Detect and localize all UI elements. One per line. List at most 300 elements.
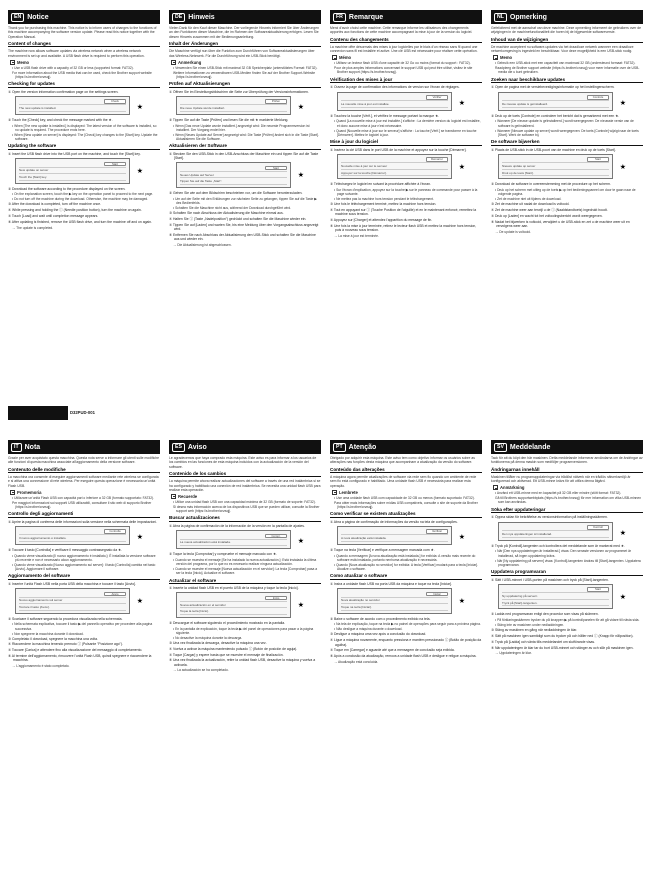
step-text: ① Abra a página de confirmação de informações da versão na tela de configurações.	[330, 519, 458, 524]
bullet-text: Si desea más información acerca de los dispositivos USB que se pueden utilizar, consulte la Brother support web (https://s.brother/cnzsqj).	[173, 504, 320, 514]
screen-illustration	[337, 92, 465, 111]
bullet-text: • When [New update on server] is displayed: The [Check] key changes to the [Start] key. Update the software.	[12, 132, 158, 142]
bullet-text: → Uppdateringen är klar.	[495, 651, 532, 656]
bullet-text: • Stäng inte av maskinen under nedladdningen.	[495, 623, 565, 628]
star-marker-icon: ★	[297, 601, 304, 610]
bullet-text: • Quando a mensagem [A nova atualização está instalada.] for exibida: A versão mais recente do software está instalada, portanto nenhuma atualização é necessária.	[334, 553, 476, 562]
bullet-text: • Wanneer [Nieuwe update op server] wordt weergegeven: De toets [Controle] wijzigt naar de toets [Start]. Werk de software bij.	[495, 128, 639, 137]
bullet-text: • Na tela de explicação, toque na tecla ▶ no painel de operações para seguir para a próxima página.	[334, 622, 481, 627]
memo-label: Anmärkning	[500, 485, 525, 491]
step-text: ⑤ Tryck på [Ladda] och vänta tills meddelandet om slutförande visas.	[491, 639, 596, 644]
bullet-text: → L'aggiornamento è stato completato.	[12, 664, 70, 669]
bullet-text: • Do not turn off the machine during the download. Otherwise, the machine may be damaged.	[12, 197, 149, 202]
section-title: Meddelande	[509, 443, 551, 451]
star-marker-icon: ★	[136, 597, 143, 606]
screen-message: Neues Update auf Server	[180, 172, 214, 177]
memo-icon	[493, 485, 498, 490]
section-header	[8, 440, 160, 454]
screen-key-button: Start	[587, 587, 609, 592]
screen-row	[341, 535, 448, 542]
screen-message: A nova atualização está instalada.	[341, 536, 387, 541]
bullet-text: Per maggiori informazioni sui supporti USB utilizzabili, consultare il sito web di supporto Brother (https://s.brother/cnzsqj).	[12, 500, 152, 509]
bullet-text: • Wenn [Neues Update auf Server] angezeigt wird: Die Taste [Prüfen] ändert sich in die Taste [Start]. Aktualisieren Sie die Software.	[173, 132, 319, 142]
subsection-heading: Como verificar se existem atualizações	[330, 511, 482, 518]
section-title: Atenção	[348, 443, 377, 451]
star-marker-icon: ★	[136, 167, 143, 176]
section-header	[330, 440, 482, 454]
step-text: ② Druk op de toets [Controle] en controleer het bericht dat is gemarkeerd met een ★.	[491, 113, 620, 118]
step-text: ② Téléchargez le logiciel en suivant la procédure affichée à l'écran.	[330, 182, 432, 187]
screen-message: The new update is installed.	[19, 106, 57, 111]
bullet-text: • En la pantalla de explicación, toque la tecla ▶ del panel de operaciones para pasar a la página siguiente.	[173, 626, 314, 635]
subsection-heading: Prüfen auf Aktualisierungen	[169, 81, 321, 88]
screen-message: Die neue Update wurde installiert.	[180, 106, 226, 111]
memo-label: Promemoria	[17, 489, 42, 495]
star-marker-icon: ★	[297, 102, 304, 111]
step-text: ① Insira a unidade flash USB na porta USB da máquina e toque na tecla [Iniciar].	[330, 581, 452, 586]
screen-message: Appuyez sur la touche [Démarrer].	[341, 170, 387, 175]
step-text: ② Touch the [Check] key, and check the message marked with the ★.	[8, 117, 113, 122]
memo-icon	[332, 490, 337, 495]
bullet-text: • Använd ett USB-minne med en kapacitet på 32 GB eller mindre (stött format: FAT32).	[495, 491, 622, 496]
memo-icon	[10, 60, 15, 65]
memo-icon	[171, 60, 176, 65]
screen-key-button: Check	[104, 99, 126, 104]
screen-key-button: Compr.	[265, 534, 287, 539]
screen-message: Ny uppdatering på servern	[502, 594, 538, 599]
step-text: ⑤ Druk op [Laden] en wacht tot het voltooiingsbericht wordt weergegeven.	[491, 213, 603, 218]
subsection-heading: Aggiornamento del software	[8, 573, 160, 580]
subsection-heading: Contenuto delle modifiche	[8, 467, 160, 474]
screen-key-button: Controle	[587, 95, 609, 100]
bullet-text: • Sur l'écran d'explication, appuyez sur la touche ▶ sur le panneau de commande pour passer à la page suivante.	[334, 188, 478, 197]
step-text: ① Plaats de USB-stick in de USB-poort van de machine en druk op de toets [Start].	[491, 147, 616, 152]
screen-message: Den nya uppdateringen är installerad.	[502, 531, 553, 536]
language-code-badge: NL	[494, 13, 507, 22]
step-text: ⑤ Toque [Cargar] y espere hasta que se muestre el mensaje de finalización.	[169, 652, 284, 657]
section-title: Opmerking	[509, 13, 547, 21]
subsection-heading: Controllo degli aggiornamenti	[8, 511, 160, 518]
screen-row	[341, 101, 448, 108]
paragraph: De machine accepteert nu software-updates via het draadloze netwerk wanneer een draadloze netwerkomgeving is ingesteld en beschikbaar. Voor deze mogelijkheid is een USB-stick nodig.	[491, 45, 634, 54]
step-text: ④ Tout en appuyant sur ⓘ (Touche Position de l'aiguille) et en le maintenant enfoncé, remettez la machine sous tension.	[330, 208, 477, 217]
bullet-text: • On the explanation screen, touch the ▶ key on the operation panel to proceed to the next page.	[12, 192, 154, 197]
step-text: ④ Ligue a máquina novamente, enquanto pressiona e mantém pressionado ⓘ (Botão de posição da agulha).	[330, 638, 482, 647]
memo-heading	[171, 494, 321, 499]
language-code-badge: SV	[494, 443, 507, 452]
bullet-text: • Cuando se muestre el mensaje [Nueva actualización en el servidor]: La tecla [Comprobar] pasa a ser la tecla [Inicio]. Actualice el software.	[173, 567, 318, 576]
section-header	[169, 440, 321, 454]
bullet-text: → The update is completed.	[12, 225, 54, 230]
bullet-text: For more information about the USB media that can be used, check the Brother support website (https://s.brother/cnzsqj).	[12, 70, 152, 79]
memo-label: Memo	[500, 55, 513, 61]
language-code-badge: ES	[172, 443, 185, 452]
subsection-heading: Contenu des changements	[330, 37, 482, 44]
memo-heading	[171, 60, 321, 65]
bullet-text: • When [The new update is installed.] is displayed: The latest version of the software is installed, so no update is required. The procedure ends here.	[12, 123, 157, 132]
subsection-heading: Inhoud van de wijzigingen	[491, 37, 643, 44]
screen-message: Tippen Sie auf die Taste „Start".	[180, 179, 223, 184]
step-text: ⑥ After updating is finished, remove the USB flash drive, and turn the machine off and on again.	[8, 219, 152, 224]
step-text: ⑤ Toque em [Carregar] e aguarde até que a mensagem de conclusão seja exibida.	[330, 648, 455, 653]
section-header	[491, 440, 643, 454]
step-text: ⑥ Una vez finalizada la actualización, retire la unidad flash USB, desactive la máquina y vuelva a activarla.	[169, 658, 316, 667]
subsection-heading: Ändringarnas innehåll	[491, 467, 643, 474]
language-column-sv	[491, 440, 643, 876]
subsection-heading: Vérification des mises à jour	[330, 77, 482, 84]
screen-key-button: Iniciar	[426, 592, 448, 597]
screen-message: Touch the [Start] key.	[19, 174, 47, 179]
bullet-text: • Wanneer [De nieuwe update is geïnstalleerd.] wordt weergegeven: De nieuwste versie van de software is geïnstalleerd.	[495, 119, 634, 128]
screen-illustration	[498, 92, 626, 111]
intro-text: Le agradecemos que haya comprado esta máquina. Este aviso es para informar a los usuarios de los cambios en las funciones de esta máquina incluidos con la actualización de la versión del software.	[169, 456, 317, 469]
star-marker-icon: ★	[619, 592, 626, 601]
screen-key-button: Démarrer	[426, 157, 448, 162]
step-text: ② Gehen Sie wie auf dem Bildschirm beschrieben vor, um die Software herunterzuladen.	[169, 190, 303, 195]
intro-text: Tack för att du köpt den här maskinen. Detta meddelande informerar användarna om de ändringar av funktionerna på denna maskin som medföljer programversionen.	[491, 456, 643, 465]
step-text: ① Öppna sidan för bekräftelse av versionsinformation på inställningsskärmen.	[491, 515, 608, 520]
section-title: Notice	[27, 13, 49, 21]
bullet-text: • Utilizzare un'unità Flash USB con capacità pari o inferiore a 32 GB (formato supportato: FAT32).	[12, 495, 155, 500]
step-text: ⑤ Appuyez sur [Charger] et attendez l'apparition du message de fin.	[330, 218, 433, 223]
memo-heading	[493, 55, 643, 60]
bullet-text: → Atualização está concluída.	[334, 659, 379, 664]
language-column-fr	[330, 10, 482, 410]
section-header	[330, 10, 482, 24]
screen-message: New update on server	[19, 168, 49, 173]
subsection-heading: Contenido de los cambios	[169, 471, 321, 478]
language-code-badge: DE	[172, 13, 185, 22]
bottom-half	[0, 440, 646, 876]
model-code-bar	[8, 406, 68, 420]
step-text: ① Ouvrez la page de confirmation des informations de version sur l'écran de réglages.	[330, 85, 460, 90]
language-column-nl	[491, 10, 643, 410]
star-marker-icon: ★	[619, 98, 626, 107]
step-text: ② Download the software according to the procedure displayed on the screen.	[8, 186, 126, 191]
top-half	[0, 10, 646, 410]
section-header	[491, 10, 643, 24]
screen-illustration	[176, 96, 304, 115]
step-text: ① Open de pagina met de versiebevestigingsinformatie op het instellingenscherm.	[491, 85, 615, 90]
paragraph: La máquina permite ahora realizar actualizaciones del software a través de una red inalámbrica si se ha configurado y habilitado una conexión de red inalámbrica. Se necesita una unidad flash USB para realizar esta operación.	[169, 479, 321, 493]
step-text: ④ Zet de machine weer aan terwijl u de ⓘ (Naaldstandtoets) ingedrukt houdt.	[491, 208, 608, 213]
screen-illustration	[337, 154, 465, 180]
paragraph: The machine now allows software updates via wireless network when a wireless network environment is set up and available. A USB flash drive is required to perform this operation.	[8, 49, 145, 58]
memo-icon	[493, 55, 498, 60]
section-title: Nota	[24, 443, 41, 451]
model-code: D32PUD-001	[70, 410, 95, 415]
paragraph: A máquina agora permite atualizações de software via rede sem fio quando um ambiente de rede sem fio está configurado e habilitado. Uma unidade flash USB é necessária para realizar esta operação.	[330, 475, 477, 488]
bullet-text: Pour de plus amples informations concernant le support USB qui peut être utilisé, visitez le site Brother support (https://s.brother/cnzsqj).	[334, 66, 473, 75]
bullet-text: Raadpleeg de Brother support website (https://s.brother/cnzsqj) voor meer informatie over de USB-media die u kunt gebruiken.	[495, 66, 640, 75]
bullet-text: • Use a USB flash drive with a capacity of 32 GB or less (supported format: FAT32).	[12, 65, 134, 70]
screen-key-button: Vérifier	[426, 95, 448, 100]
step-text: ③ Schalten Sie nach Abschluss der Aktualisierung die Maschine einmal aus.	[169, 210, 284, 215]
bullet-text: Weitere Informationen zu verwendbaren USB-Medien finden Sie auf der Brother Support-Website (https://s.brother/cnzsqj).	[173, 70, 316, 79]
bullet-text: Gå till Brothers supportwebbplats (https://s.brother/cnzsqj) för mer information om vilka USB-minnen som kan användas.	[495, 496, 642, 505]
subsection-heading: Zoeken naar beschikbare updates	[491, 77, 643, 84]
bullet-text: • Um auf der Seite mit den Erklärungen zur nächsten Seite zu gelangen, tippen Sie auf die Taste ▶ des Bedienfelds.	[173, 196, 317, 205]
screen-row	[341, 170, 448, 177]
step-text: ② Toque la tecla [Comprobar] y compruebe el mensaje marcado con ★.	[169, 552, 277, 557]
screen-key-button: Prüfen	[265, 99, 287, 104]
screen-row	[19, 604, 126, 611]
step-text: ④ Riaccendere la macchina tenendo premuto ⓘ (Pulsante "Posizione ago").	[8, 642, 123, 647]
section-header	[169, 10, 321, 24]
step-text: ① Aprire la pagina di conferma delle informazioni sulla versione nella schermata delle impostazioni.	[8, 519, 157, 524]
bullet-text: • Gebruik een USB-stick met een capaciteit van maximaal 32 GB (ondersteund formaat: FAT32).	[495, 61, 636, 66]
step-text: ④ While pressing and holding the ⓘ (Needle position button), turn the machine on again.	[8, 208, 142, 213]
intro-text: Obrigado por adquirir esta máquina. Este aviso tem como objetivo informar os usuários sobre as alterações nas funções desta máquina que acompanham a atualização da versão do software.	[330, 456, 475, 465]
screen-key-button: Inicio	[265, 596, 287, 601]
bullet-text: • Utilisez un lecteur flash USB d'une capacité de 32 Go ou moins (format du support : FAT32).	[334, 61, 471, 66]
language-code-badge: FR	[333, 13, 346, 22]
screen-message: Nueva actualización en el servidor	[180, 602, 226, 607]
memo-icon	[10, 490, 15, 495]
step-text: ⑥ Entfernen Sie nach Abschluss der Aktualisierung den USB-Stick und schalten Sie die Maschine aus und wieder ein.	[169, 232, 316, 241]
section-title: Aviso	[187, 443, 207, 451]
screen-message: Tryck på [Start]-tangenten.	[502, 600, 538, 605]
screen-illustration	[15, 526, 143, 545]
intro-text: Gefeliciteerd met de aanschaf van deze machine. Deze opmerking informeert de gebruikers over de wijzigingen in de machinefunctionaliteit die horen bij de bijgewerkte softwareversie.	[491, 26, 642, 35]
step-text: ④ Sätt på maskinen igen samtidigt som du trycker på och håller ned ⓘ (Knapp för nålposition).	[491, 633, 634, 638]
step-text: ③ Desligue a máquina uma vez após a conclusão do download.	[330, 632, 427, 637]
bullet-text: • No desactive la máquina durante la descarga.	[173, 635, 243, 640]
screen-row	[502, 101, 609, 108]
screen-message: Nuovo aggiornamento sul server	[19, 598, 63, 603]
bullet-text: • Utilice una unidad flash USB con una capacidad máxima de 32 GB (formato de soporte: FAT32).	[173, 499, 316, 504]
step-text: ① Insert the USB flash drive into the USB port on the machine, and touch the [Start] key.	[8, 151, 141, 156]
memo-label: Mémo	[339, 55, 352, 61]
subsection-heading: Uppdatera programvaran	[491, 569, 643, 576]
step-text: ③ Zet de machine uit nadat de download is voltooid.	[491, 202, 570, 207]
screen-row	[180, 540, 287, 547]
screen-key-button: Controlla	[104, 529, 126, 534]
bullet-text: → De update is voltooid.	[495, 229, 531, 234]
step-text: ⑤ Toccare [Carica] e attendere fino alla visualizzazione del messaggio di completamento.	[8, 648, 143, 653]
bullet-text: • Ne mettez pas la machine hors tension pendant le téléchargement.	[334, 197, 434, 202]
screen-key-button: Kontroll	[587, 525, 609, 530]
bullet-text: • Quando viene visualizzato [Nuovo aggiornamento sul server]: Il tasto [Controlla] cambia nel tasto [Avvio]. Aggiornare il software.	[12, 562, 156, 572]
screen-illustration	[337, 526, 465, 545]
intro-text: Vielen Dank für den Kauf dieser Maschine. Der vorliegende Hinweis informiert Sie über Änderungen an den Funktionen dieser Maschine, die im Rahmen der Softwareaktualisierung erfolgen. Lesen Sie diesen Hinweis zusammen mit der Bedienungsanleitung.	[169, 26, 319, 39]
step-text: ② Scaricare il software seguendo la procedura visualizzata nella schermata.	[8, 616, 123, 621]
memo-icon	[171, 494, 176, 499]
screen-message: La nueva actualización está instalada.	[180, 540, 231, 545]
screen-illustration	[15, 158, 143, 184]
step-text: ④ Halten Sie ⓘ (Taste „Nadelposition") gedrückt und schalten Sie die Maschine wieder ein.	[169, 216, 307, 221]
screen-key-button: Start	[265, 166, 287, 171]
intro-text: Thank you for purchasing this machine. This notice is to inform users of changes to the functions of this machine accompanying the software version update. Please read this notice together with the Operation Manual.	[8, 26, 157, 39]
bullet-text: • På förklaringsskärmen trycker du på knappen ▶ på kontrollpanelen för att gå vidare till nästa sida.	[495, 618, 640, 623]
screen-row	[19, 174, 126, 181]
step-text: ⑥ Após a conclusão da atualização, remova a unidade flash USB e desligue e religue a máquina.	[330, 654, 477, 659]
step-text: ③ Une fois le téléchargement terminé, mettez la machine hors tension.	[330, 202, 437, 207]
step-text: ⑥ När uppdateringen är klar tar du bort USB-minnet och stänger av och slår på maskinen igen.	[491, 645, 634, 650]
subsection-heading: Aktualisieren der Software	[169, 143, 321, 150]
bullet-text: • Quand [La nouvelle mise à jour est installée.] s'affiche : La dernière version du logiciel est installée, et donc aucune mise à jour n'est nécessaire.	[334, 119, 481, 128]
screen-row	[341, 604, 448, 611]
memo-label: Lembrete	[339, 489, 358, 495]
subsection-heading: Mise à jour du logiciel	[330, 139, 482, 146]
bullet-text: → La mise à jour est terminée.	[334, 234, 379, 239]
subsection-heading: Inhalt der Änderungen	[169, 41, 321, 48]
bullet-text: • När [Ny uppdatering på servern] visas: [Kontroll]-tangenten ändras till [Start]-tangenten. Uppdatera programvaran.	[495, 558, 641, 567]
step-text: ② Toque na tecla [Verificar] e verifique a mensagem marcada com ★.	[330, 547, 435, 552]
step-text: ③ Stäng av maskinen en gång när nedladdningen är klar.	[491, 628, 578, 633]
step-text: ② Tippen Sie auf die Taste [Prüfen] und lesen Sie die mit ★ markierte Meldung.	[169, 117, 289, 122]
step-text: ① Inserire l'unità Flash USB nella porta USB della macchina e toccare il tasto [Avvio].	[8, 581, 137, 586]
bullet-text: → Die Aktualisierung ist abgeschlossen.	[173, 242, 232, 247]
screen-message: Toque na tecla [Iniciar].	[341, 604, 372, 609]
step-text: ② Baixe o software de acordo com o procedimento exibido na tela.	[330, 616, 431, 621]
memo-heading	[493, 485, 643, 490]
screen-illustration	[176, 592, 304, 618]
memo-heading	[10, 60, 160, 65]
language-column-de	[169, 10, 321, 410]
screen-illustration	[498, 154, 626, 180]
screen-row	[180, 105, 287, 112]
bullet-text: • Wenn [Das neue Update wurde installiert.] angezeigt wird: Die neueste Programmversion ist installiert. Der Vorgang endet hier.	[173, 123, 310, 132]
star-marker-icon: ★	[619, 162, 626, 171]
screen-illustration	[15, 588, 143, 614]
bullet-text: • Cuando se muestra el mensaje [Se ha instalado la nueva actualización.]: Está instalada la última versión del programa, por lo que no es necesario realizar ninguna actualización.	[173, 557, 317, 567]
screen-key-button: Verificar	[426, 529, 448, 534]
screen-message: Nova atualização no servidor	[341, 598, 380, 603]
memo-heading	[332, 55, 482, 60]
bullet-text: • Druk op het scherm met uitleg op de toets ▶ op het bedieningspaneel om door te gaan naar de volgende pagina.	[495, 188, 636, 197]
step-text: ⑥ Al termine dell'aggiornamento, rimuovere l'unità Flash USB, quindi spegnere e riaccendere la macchina.	[8, 654, 152, 663]
language-column-it	[8, 440, 160, 876]
subsection-heading: Buscar actualizaciones	[169, 515, 321, 522]
star-marker-icon: ★	[297, 537, 304, 546]
section-header	[8, 10, 160, 24]
subsection-heading: Conteúdo das alterações	[330, 467, 482, 474]
subsection-heading: Content of changes	[8, 41, 160, 48]
memo-heading	[10, 490, 160, 495]
bullet-text: • Schalten Sie die Maschine nicht aus, während der Download durchgeführt wird.	[173, 205, 292, 210]
star-marker-icon: ★	[458, 532, 465, 541]
language-column-es	[169, 440, 321, 876]
star-marker-icon: ★	[458, 597, 465, 606]
language-code-badge: IT	[11, 443, 22, 452]
memo-icon	[332, 55, 337, 60]
step-text: ① Stecken Sie den USB-Stick in den USB-Anschluss der Maschine ein und tippen Sie auf die Taste [Start].	[169, 151, 319, 161]
step-text: ② Tryck på [Kontroll]-tangenten och kontrollera det meddelande som är markerat med ★.	[491, 543, 625, 548]
screen-illustration	[176, 162, 304, 188]
intro-text: Grazie per aver acquistato questa macchina. Questa nota serve a informare gli utenti sulle modifiche alle funzioni di questa macchina associate all'aggiornamento della versione software.	[8, 456, 159, 465]
language-code-badge: PT	[333, 443, 346, 452]
bullet-text: • Verwenden Sie einen USB-Stick mit maximal 32 GB Speicherplatz (unterstütztes Format: FAT32).	[173, 65, 318, 70]
screen-message: Druk op de toets [Start].	[502, 170, 534, 175]
screen-illustration	[498, 522, 626, 541]
memo-label: Anmerkung	[178, 59, 202, 65]
intro-text: Merci d'avoir choisi cette machine. Cette remarque informe les utilisateurs des changements apportés aux fonctions de cette machine accompagnant la mise à jour de la version du logiciel.	[330, 26, 473, 35]
screen-row	[180, 178, 287, 185]
screen-row	[502, 600, 609, 607]
screen-row	[502, 531, 609, 538]
screen-illustration	[176, 530, 304, 549]
paragraph: Maskinen tillåter nu programuppdateringar via trådlöst nätverk när en trådlös nätverksmiljö är konfigurerad och aktiverad. Ett USB-minne krävs för att utföra denna åtgärd.	[491, 475, 631, 484]
bullet-text: • Quando [Nova atualização no servidor] for exibida: A tecla [Verificar] mudará para a tecla [Iniciar]. Atualize o software.	[334, 562, 479, 572]
step-text: ⑥ Une fois la mise à jour terminée, retirez le lecteur flash USB et mettez la machine hors tension, puis à nouveau sous tension.	[330, 224, 477, 233]
step-text: ① Open the version information confirmation page on the settings screen.	[8, 89, 119, 94]
memo-label: Memo	[17, 59, 30, 65]
screen-message: Il nuovo aggiornamento è installato.	[19, 536, 67, 541]
subsection-heading: Checking for updates	[8, 81, 160, 88]
subsection-heading: Söka efter uppdateringar	[491, 507, 643, 514]
bullet-text: • Não desligue a máquina durante o download.	[334, 627, 403, 632]
step-text: ② Ladda ned programvaran enligt den procedur som visas på skärmen.	[491, 612, 599, 617]
screen-message: Nouvelle mise à jour sur le serveur	[341, 164, 388, 169]
section-title: Hinweis	[188, 13, 215, 21]
language-column-en	[8, 10, 160, 410]
star-marker-icon: ★	[458, 162, 465, 171]
screen-message: La nouvelle mise à jour est installée.	[341, 101, 390, 106]
step-text: ④ Vuelva a activar la máquina manteniendo pulsado ⓘ (Botón de posición de aguja).	[169, 646, 298, 651]
bullet-text: • Use uma unidade flash USB com capacidade de 32 GB ou menos (formato suportado: FAT32).	[334, 495, 475, 500]
paragraph: La macchina ora consente di eseguire aggiornamenti software mediante rete wireless se configurata e si attiva una connessione di rete wireless. Per eseguire questa operazione è necessaria un'unità Flash USB.	[8, 475, 159, 488]
step-text: ① Abra la página de confirmación de la información de la versión en la pantalla de ajustes.	[169, 523, 305, 528]
section-title: Remarque	[348, 13, 384, 21]
step-text: ② Download de software in overeenstemming met de procedure op het scherm.	[491, 182, 611, 187]
subsection-heading: Actualizar el software	[169, 578, 321, 585]
bullet-text: → La actualización se ha completado.	[173, 668, 229, 673]
step-text: ⑤ Tippen Sie auf [Laden] und warten Sie, bis eine Meldung über den Vorgangsabschluss angezeigt wird.	[169, 222, 319, 231]
screen-illustration	[337, 588, 465, 614]
step-text: ① Inserte la unidad flash USB en el puerto USB de la máquina y toque la tecla [Inicio].	[169, 586, 299, 591]
step-text: ② Toccare il tasto [Controlla] e verificare il messaggio contrassegnato da ★.	[8, 547, 123, 552]
star-marker-icon: ★	[619, 528, 626, 537]
subsection-heading: Updating the software	[8, 143, 160, 150]
bullet-text: • Quand [Nouvelle mise à jour sur le serveur] s'affiche : La touche [Vérif.] se transforme en touche [Démarrer]. Mettez le logiciel à jour.	[334, 128, 477, 137]
language-column-pt	[330, 440, 482, 876]
star-marker-icon: ★	[136, 532, 143, 541]
paragraph: Die Maschine verfügt nun über die Funktion zum Durchführen von Softwareaktualisierungen über das Wireless-Netzwerk. Für die Durchführung wird ein USB-Stick benötigt.	[169, 49, 315, 58]
bullet-text: • Quando viene visualizzato [Il nuovo aggiornamento è installato.]: È installata la versione software più recente e non è necessario alcun aggiornamento.	[12, 553, 156, 562]
memo-label: Recuerde	[178, 493, 198, 499]
step-text: ③ Una vez finalizada la descarga, desactive la máquina una vez.	[169, 640, 267, 645]
screen-message: Nieuwe update op server	[502, 164, 536, 169]
screen-message: Toque la tecla [Inicio].	[180, 609, 209, 614]
bullet-text: • Zet de machine niet uit tijdens de download.	[495, 197, 562, 202]
step-text: ① Sätt i USB-minnet i USB-porten på maskinen och tryck på [Start]-tangenten.	[491, 577, 609, 582]
step-text: ⑥ Nadat het bijwerken is voltooid, verwijdert u de USB-stick en zet u de machine weer uit en vervolgens weer aan.	[491, 219, 630, 229]
memo-heading	[332, 490, 482, 495]
step-text: ① Öffnen Sie im Einstellungsbildschirm die Seite zur Überprüfung der Versionsinformationen.	[169, 89, 309, 94]
step-text: ① Insérez la clé USB dans le port USB de la machine et appuyez sur la touche [Démarrer].	[330, 147, 467, 152]
screen-key-button: Avvio	[104, 592, 126, 597]
screen-message: Toccare il tasto [Avvio].	[19, 604, 50, 609]
screen-row	[180, 608, 287, 615]
screen-row	[19, 535, 126, 542]
bullet-text: • Nella schermata esplicativa, toccare il tasto ▶ del pannello operativo per procedere alla pagina successiva.	[12, 622, 153, 631]
screen-message: De nieuwe update is geïnstalleerd.	[502, 101, 549, 106]
screen-key-button: Start	[104, 162, 126, 167]
language-code-badge: EN	[11, 13, 24, 22]
star-marker-icon: ★	[458, 98, 465, 107]
star-marker-icon: ★	[297, 171, 304, 180]
screen-key-button: Start	[587, 157, 609, 162]
bullet-text: • När [Den nya uppdateringen är installerad.] visas: Den senaste versionen av programmet är installerad, så ingen uppdatering krävs.	[495, 549, 632, 558]
subsection-heading: De software bijwerken	[491, 139, 643, 146]
step-text: ③ After the download is completed, turn off the machine once.	[8, 202, 102, 207]
screen-row	[19, 105, 126, 112]
screen-illustration	[498, 584, 626, 610]
subsection-heading: Como atualizar o software	[330, 573, 482, 580]
step-text: ② Descargue el software siguiendo el procedimiento mostrado en la pantalla.	[169, 620, 286, 625]
step-text: ⑤ Touch [Load] and wait until completion message appears.	[8, 214, 99, 219]
